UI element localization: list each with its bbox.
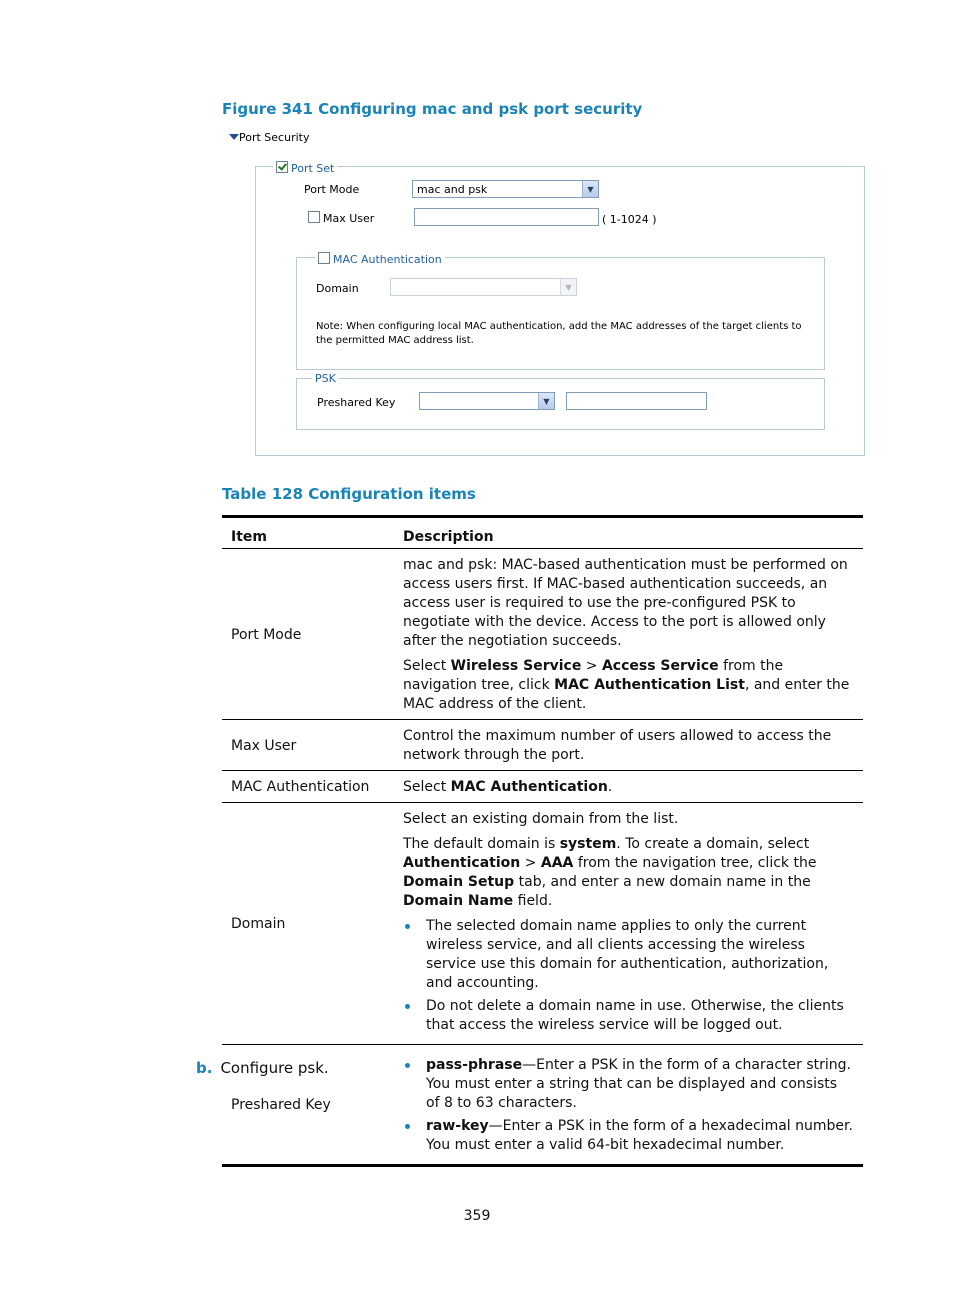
figure-caption: Figure 341 Configuring mac and psk port security xyxy=(222,100,643,118)
desc-text: The default domain is system. To create a domain, select Authentication > AAA from the navigation tree, click the Domain Setup tab, and enter a new domain name in the Domain Name field. xyxy=(403,836,817,909)
mac-auth-checkbox[interactable] xyxy=(318,252,330,264)
mac-auth-legend-label: MAC Authentication xyxy=(333,253,442,266)
desc-preshared-key xyxy=(394,1045,863,1166)
preshared-key-bullets xyxy=(403,1056,854,1155)
mac-auth-note: Note: When configuring local MAC authentication, add the MAC addresses of the target clients to the permitted MAC address list. xyxy=(316,321,802,346)
chevron-down-icon: ▼ xyxy=(582,181,598,197)
page-number: 359 xyxy=(463,1208,491,1224)
table-caption: Table 128 Configuration items xyxy=(222,485,476,503)
max-user-checkbox[interactable] xyxy=(308,211,320,223)
table-row xyxy=(222,803,863,1045)
item-max-user: Max User xyxy=(222,720,394,771)
max-user-row xyxy=(308,211,374,225)
header-item: Item xyxy=(222,517,394,549)
mac-auth-legend xyxy=(315,252,445,266)
step-text: Configure psk. xyxy=(220,1059,329,1077)
table-row xyxy=(222,720,863,771)
desc-text: Control the maximum number of users allowed to access the network through the port. xyxy=(403,728,832,763)
desc-mac-authentication: Select MAC Authentication. xyxy=(394,771,863,803)
list-item: raw-key—Enter a PSK in the form of a hexadecimal number. You must enter a valid 64-bit hexadecimal number. xyxy=(403,1117,854,1155)
list-item: The selected domain name applies to only the current wireless service, and all clients accessing the wireless service use this domain for authentication, authorization, and accounting. xyxy=(403,917,854,993)
desc-text: Select Wireless Service > Access Service from the navigation tree, click MAC Authentication List, and enter the MAC address of the client. xyxy=(403,658,850,712)
preshared-key-label: Preshared Key xyxy=(317,396,396,409)
item-port-mode: Port Mode xyxy=(222,549,394,720)
mac-auth-fieldset xyxy=(296,257,825,370)
table-row xyxy=(222,549,863,720)
port-mode-select[interactable] xyxy=(412,180,599,198)
collapse-triangle-icon[interactable] xyxy=(229,134,239,140)
port-mode-value: mac and psk xyxy=(417,183,488,196)
header-description: Description xyxy=(394,517,863,549)
max-user-label: Max User xyxy=(323,212,375,225)
list-item: pass-phrase—Enter a PSK in the form of a character string. You must enter a string that can be displayed and consists of 8 to 63 characters. xyxy=(403,1056,854,1113)
port-mode-label: Port Mode xyxy=(304,183,360,196)
port-set-legend xyxy=(273,161,337,175)
max-user-range: ( 1-1024 ) xyxy=(602,213,657,226)
chevron-down-icon: ▼ xyxy=(538,393,554,409)
port-security-figure xyxy=(228,128,868,460)
list-item: Do not delete a domain name in use. Otherwise, the clients that access the wireless service will be logged out. xyxy=(403,997,854,1035)
desc-text: Select an existing domain from the list. xyxy=(403,811,679,827)
item-domain: Domain xyxy=(222,803,394,1045)
step-b xyxy=(196,1059,329,1077)
domain-bullets xyxy=(403,917,854,1035)
desc-text: mac and psk: MAC-based authentication must be performed on access users first. If MAC-based authentication succeeds, an access user is required to use the pre-configured PSK to negotiate with the device. Access to the port is allowed only after the negotiation succeeds. xyxy=(403,557,848,649)
key-type-select[interactable] xyxy=(419,392,555,410)
port-set-legend-label: Port Set xyxy=(291,162,335,175)
domain-label: Domain xyxy=(316,282,359,295)
step-marker: b. xyxy=(196,1059,213,1077)
max-user-input[interactable] xyxy=(414,208,599,226)
item-mac-authentication: MAC Authentication xyxy=(222,771,394,803)
psk-legend: PSK xyxy=(312,372,339,385)
desc-port-mode xyxy=(394,549,863,720)
domain-select[interactable] xyxy=(390,278,577,296)
port-security-title: Port Security xyxy=(239,131,310,144)
chevron-down-icon: ▼ xyxy=(560,279,576,295)
item-preshared-key: Preshared Key xyxy=(222,1045,394,1166)
desc-domain xyxy=(394,803,863,1045)
preshared-key-input[interactable] xyxy=(566,392,707,410)
port-set-checkbox[interactable] xyxy=(276,161,288,173)
table-row xyxy=(222,771,863,803)
desc-max-user xyxy=(394,720,863,771)
table-header-row xyxy=(222,517,863,549)
